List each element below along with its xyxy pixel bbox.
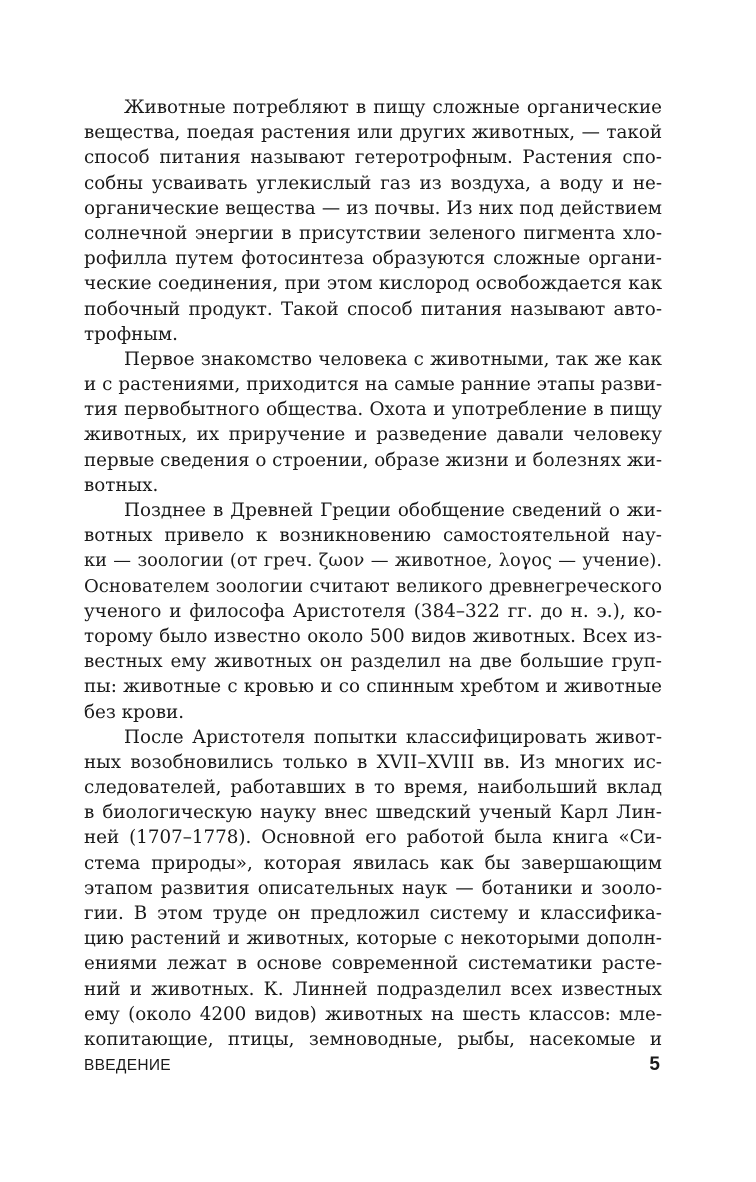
text-line: Позднее в Древней Греции обобщение сведений о жи- xyxy=(124,500,662,521)
text-line: вестных ему животных он разделил на две большие груп- xyxy=(84,651,662,673)
text-line: вотных привело к возникновению самостоятельной нау- xyxy=(84,525,662,547)
text-line: тия первобытного общества. Охота и употребление в пищу xyxy=(84,399,662,421)
text-line: вотных. xyxy=(84,474,159,496)
paragraph-ancient-greece xyxy=(84,498,662,725)
text-line: После Аристотеля попытки классифицировать живот- xyxy=(124,726,662,748)
running-head: ВВЕДЕНИЕ xyxy=(84,1057,171,1074)
text-line: цию растений и животных, которые с некоторыми дополн- xyxy=(84,928,662,950)
text-line: Основателем зоологии считают великого древнегреческого xyxy=(84,575,662,597)
text-line: без крови. xyxy=(84,701,185,723)
page-number: 5 xyxy=(649,1054,660,1075)
paragraph-linnaeus xyxy=(84,725,662,1052)
text-line: следователей, работавших в то время, наибольший вклад xyxy=(84,777,662,799)
text-line: копитающие, птицы, земноводные, рыбы, насекомые и xyxy=(84,1028,662,1050)
text-line: гии. В этом труде он предложил систему и классифика- xyxy=(84,903,662,924)
text-line: ученого и философа Аристотеля (384–322 гг. до н. э.), ко- xyxy=(84,600,662,622)
text-line: и с растениями, приходится на самые ранние этапы разви- xyxy=(84,374,662,396)
text-line: ней (1707–1778). Основной его работой была книга «Си- xyxy=(84,827,662,849)
text-line: животных, их приручение и разведение давали человеку xyxy=(84,424,662,446)
text-line: ениями лежат в основе современной систематики расте- xyxy=(84,953,662,975)
text-line: способ питания называют гетеротрофным. Растения спо- xyxy=(84,147,662,169)
page-body xyxy=(84,95,662,1052)
text-line: ческие соединения, при этом кислород освобождается как xyxy=(84,273,662,295)
text-line: органические вещества — из почвы. Из них под действием xyxy=(84,197,662,219)
text-line: побочный продукт. Такой способ питания называют авто- xyxy=(84,298,662,320)
text-line: пы: животные с кровью и со спинным хребтом и животные xyxy=(84,676,662,698)
paragraph-first-acquaintance xyxy=(84,347,662,498)
text-line: вещества, поедая растения или других животных, — такой xyxy=(84,122,662,144)
text-line: Первое знакомство человека с животными, так же как xyxy=(124,348,662,370)
text-line: ний и животных. К. Линней подразделил всех известных xyxy=(84,978,662,1000)
text-line: стема природы», которая явилась как бы завершающим xyxy=(84,852,662,874)
text-line: в биологическую науку внес шведский ученый Карл Лин- xyxy=(84,802,662,824)
text-line: ему (около 4200 видов) животных на шесть классов: мле- xyxy=(84,1003,662,1025)
text-line: солнечной энергии в присутствии зеленого пигмента хло- xyxy=(84,222,662,244)
text-line: ных возобновились только в XVII–XVIII вв. Из многих ис- xyxy=(84,751,662,773)
page-footer xyxy=(84,1054,660,1080)
text-line: первые сведения о строении, образе жизни и болезнях жи- xyxy=(84,449,662,471)
text-line: ки — зоологии (от греч. ζωον — животное, λογος — учение). xyxy=(84,550,662,572)
text-line: собны усваивать углекислый газ из воздуха, а воду и не- xyxy=(84,172,662,194)
text-line: рофилла путем фотосинтеза образуются сложные органи- xyxy=(84,248,662,270)
text-line: торому было известно около 500 видов животных. Всех из- xyxy=(84,625,662,647)
text-line: Животные потребляют в пищу сложные органические xyxy=(124,97,662,118)
text-line: этапом развития описательных наук — ботаники и зооло- xyxy=(84,877,662,899)
paragraph-heterotrophy xyxy=(84,95,662,347)
text-line: трофным. xyxy=(84,323,178,345)
